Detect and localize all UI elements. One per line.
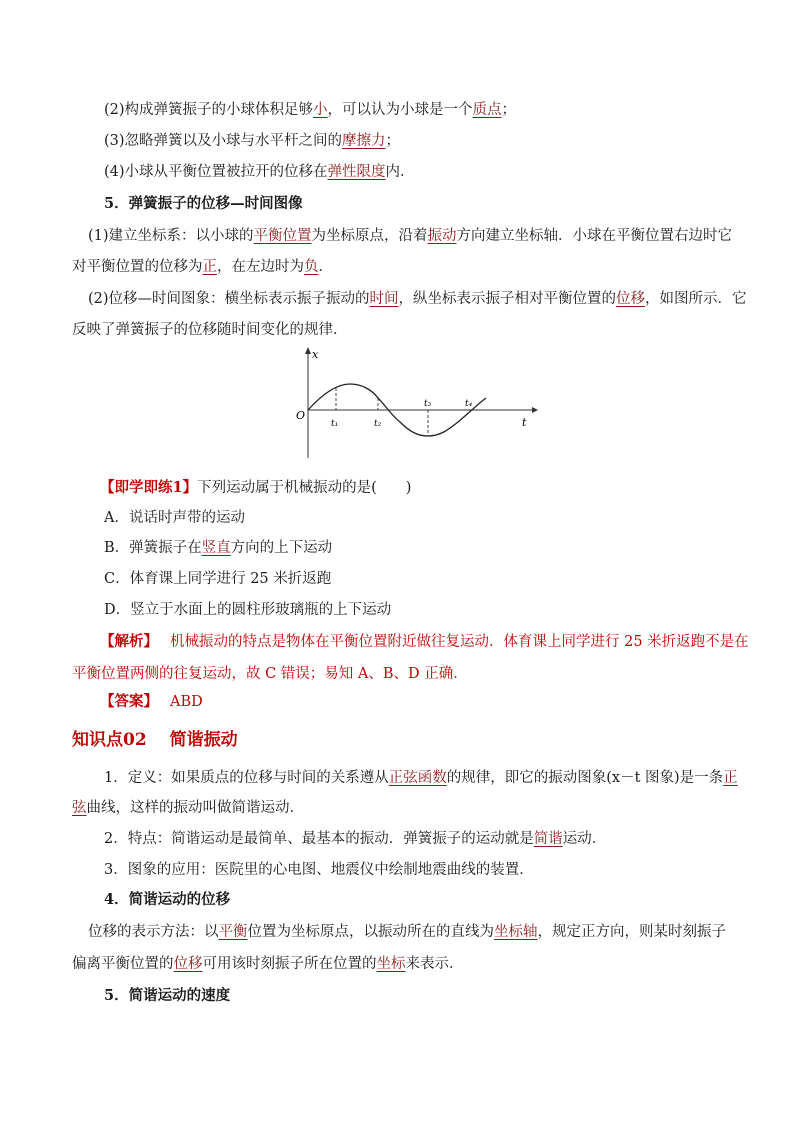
text-line: 反映了弹簧振子的位移随时间变化的规律． [72,322,348,338]
option-a: A．说话时声带的运动 [104,510,245,526]
displacement-time-graph [288,346,538,458]
subheading: 4．简谐运动的位移 [104,891,231,908]
option-c: C．体育课上同学进行 25 米折返跑 [104,571,332,587]
t1-label: t₁ [331,419,339,429]
analysis: 【解析】 机械振动的特点是物体在平衡位置附近做往复运动．体育课上同学进行 25 米折返跑不是在 [100,633,749,650]
x-axis-arrow [532,407,538,413]
t2-label: t₂ [374,419,382,429]
exercise-question: 【即学即练1】下列运动属于机械振动的是( ) [100,479,412,496]
option-d: D．竖立于水面上的圆柱形玻璃瓶的上下运动 [104,602,392,618]
text-line: (2)位移—时间图象：横坐标表示振子振动的时间，纵坐标表示振子相对平衡位置的位移，如图所示．它 [88,291,747,307]
subheading: 5．弹簧振子的位移—时间图像 [104,195,303,212]
y-axis-arrow [305,347,311,354]
t3-label: t₃ [424,399,432,409]
text-line: 弦曲线，这样的振动叫做简谐运动． [72,800,304,816]
option-b: B．弹簧振子在竖直方向的上下运动 [104,540,333,556]
y-axis-label: x [312,348,319,361]
text-line: (1)建立坐标系：以小球的平衡位置为坐标原点，沿着振动方向建立坐标轴．小球在平衡位置右边时它 [88,228,733,244]
text-line: 位移的表示方法：以平衡位置为坐标原点，以振动所在的直线为坐标轴，规定正方向，则某时刻振子 [88,924,726,940]
section-title: 知识点02 简谐振动 [72,730,238,750]
text-line: (2)构成弹簧振子的小球体积足够小，可以认为小球是一个质点； [104,102,517,118]
text-line: (3)忽略弹簧以及小球与水平杆之间的摩擦力； [104,133,401,149]
text-line: 偏离平衡位置的位移可用该时刻振子所在位置的坐标来表示． [72,956,464,972]
subheading: 5．简谐运动的速度 [104,987,231,1004]
answer: 【答案】 ABD [100,693,203,710]
text-line: 2．特点：简谐运动是最简单、最基本的振动．弹簧振子的运动就是简谐运动． [104,831,607,847]
origin-label: O [296,409,306,422]
text-line: (4)小球从平衡位置被拉开的位移在弹性限度内． [104,164,415,180]
analysis-line-2: 平衡位置两侧的往复运动，故 C 错误；易知 A、B、D 正确． [72,666,468,682]
t4-label: t₄ [465,399,473,409]
x-axis-label: t [522,416,527,429]
text-line: 对平衡位置的位移为正，在左边时为负． [72,259,333,275]
text-line: 3．图象的应用：医院里的心电图、地震仪中绘制地震曲线的装置． [104,862,534,878]
text-line: 1．定义：如果质点的位移与时间的关系遵从正弦函数的规律，即它的振动图象(x－t 图象)是一条正 [104,770,738,786]
